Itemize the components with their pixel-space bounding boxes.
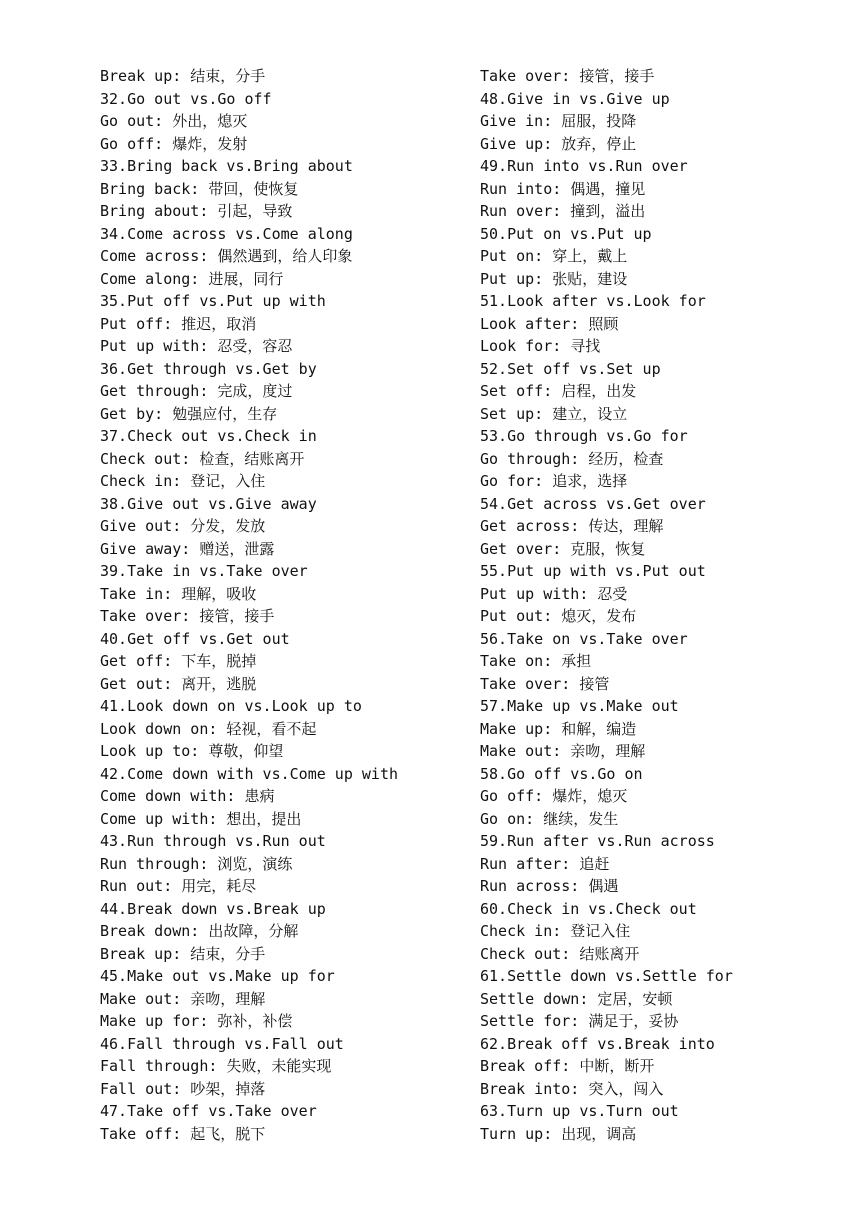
phrase-definition: Run into: 偶遇，撞见 xyxy=(480,179,646,198)
phrase-pair-heading: 37.Check out vs.Check in xyxy=(100,427,317,445)
phrase-definition: Go on: 继续，发生 xyxy=(480,809,619,828)
phrase-pair-heading: 52.Set off vs.Set up xyxy=(480,359,661,378)
phrase-definition: Check in: 登记入住 xyxy=(480,922,631,940)
phrase-definition: Take over: 接管，接手 xyxy=(100,607,275,625)
left-column xyxy=(100,65,460,1145)
phrase-definition: Set up: 建立，设立 xyxy=(480,404,628,423)
phrase-pair-heading: 39.Take in vs.Take over xyxy=(100,562,308,580)
phrase-pair-heading: 50.Put on vs.Put up xyxy=(480,224,652,243)
phrase-definition: Fall through: 失败，未能实现 xyxy=(100,1057,332,1075)
phrase-pair-heading: 47.Take off vs.Take over xyxy=(100,1102,317,1120)
phrase-definition: Give in: 屈服，投降 xyxy=(480,112,637,130)
phrase-definition: Check out: 结账离开 xyxy=(480,944,640,963)
phrase-definition: Look up to: 尊敬，仰望 xyxy=(100,742,284,760)
phrase-pair-heading: 34.Come across vs.Come along xyxy=(100,224,353,243)
phrase-definition: Come down with: 患病 xyxy=(100,787,275,805)
phrase-definition: Go off: 爆炸，熄灭 xyxy=(480,787,628,805)
phrase-pair-heading: 38.Give out vs.Give away xyxy=(100,494,317,513)
phrase-definition: Take over: 接管 xyxy=(480,674,610,693)
phrase-pair-heading: 53.Go through vs.Go for xyxy=(480,427,688,445)
phrase-definition: Go through: 经历，检查 xyxy=(480,449,664,468)
phrase-definition: Break down: 出故障，分解 xyxy=(100,922,299,940)
phrase-pair-heading: 60.Check in vs.Check out xyxy=(480,899,697,918)
phrase-definition: Come across: 偶然遇到，给人印象 xyxy=(100,247,353,265)
phrase-pair-heading: 44.Break down vs.Break up xyxy=(100,899,326,918)
phrase-pair-heading: 58.Go off vs.Go on xyxy=(480,764,643,783)
phrase-definition: Look for: 寻找 xyxy=(480,337,601,355)
right-column xyxy=(480,65,840,1145)
phrase-definition: Take over: 接管，接手 xyxy=(480,67,655,85)
phrase-pair-heading: 33.Bring back vs.Bring about xyxy=(100,157,353,175)
phrase-definition: Run after: 追赶 xyxy=(480,854,610,873)
phrase-definition: Look down on: 轻视，看不起 xyxy=(100,719,317,738)
phrase-pair-heading: 35.Put off vs.Put up with xyxy=(100,292,326,310)
phrase-definition: Take off: 起飞，脱下 xyxy=(100,1124,266,1143)
phrase-pair-heading: 56.Take on vs.Take over xyxy=(480,629,688,648)
phrase-definition: Run through: 浏览，演练 xyxy=(100,854,293,873)
phrase-definition: Break up: 结束，分手 xyxy=(100,944,266,963)
phrase-pair-heading: 49.Run into vs.Run over xyxy=(480,157,688,175)
phrase-definition: Get off: 下车，脱掉 xyxy=(100,652,257,670)
phrase-pair-heading: 54.Get across vs.Get over xyxy=(480,494,706,513)
phrase-pair-heading: 32.Go out vs.Go off xyxy=(100,89,272,108)
phrase-pair-heading: 59.Run after vs.Run across xyxy=(480,832,715,850)
phrase-definition: Go for: 追求，选择 xyxy=(480,472,628,490)
phrase-definition: Put out: 熄灭，发布 xyxy=(480,607,637,625)
phrase-pair-heading: 51.Look after vs.Look for xyxy=(480,292,706,310)
phrase-pair-heading: 42.Come down with vs.Come up with xyxy=(100,764,399,783)
phrase-definition: Put up: 张贴，建设 xyxy=(480,269,628,288)
phrase-definition: Get by: 勉强应付，生存 xyxy=(100,404,278,423)
phrase-definition: Turn up: 出现，调高 xyxy=(480,1124,637,1143)
phrase-definition: Bring about: 引起，导致 xyxy=(100,202,293,220)
phrase-definition: Get across: 传达，理解 xyxy=(480,517,664,535)
phrase-definition: Make up: 和解，编造 xyxy=(480,719,637,738)
phrase-definition: Put up with: 忍受 xyxy=(480,584,628,603)
phrase-definition: Fall out: 吵架，掉落 xyxy=(100,1079,266,1098)
phrase-definition: Make out: 亲吻，理解 xyxy=(480,742,646,760)
phrase-definition: Bring back: 带回，使恢复 xyxy=(100,179,299,198)
phrase-pair-heading: 55.Put up with vs.Put out xyxy=(480,562,706,580)
phrase-pair-heading: 63.Turn up vs.Turn out xyxy=(480,1102,679,1120)
phrase-definition: Check in: 登记，入住 xyxy=(100,472,266,490)
phrase-definition: Settle for: 满足于，妥协 xyxy=(480,1012,679,1030)
phrase-definition: Put up with: 忍受，容忍 xyxy=(100,337,293,355)
phrase-definition: Check out: 检查，结账离开 xyxy=(100,449,305,468)
phrase-definition: Put off: 推迟，取消 xyxy=(100,314,257,333)
phrase-definition: Run over: 撞到，溢出 xyxy=(480,202,646,220)
phrase-definition: Run across: 偶遇 xyxy=(480,877,619,895)
phrase-definition: Settle down: 定居，安顿 xyxy=(480,989,673,1008)
phrase-definition: Give out: 分发，发放 xyxy=(100,517,266,535)
phrase-definition: Come along: 进展，同行 xyxy=(100,269,284,288)
phrase-definition: Give away: 赠送，泄露 xyxy=(100,539,275,558)
phrase-definition: Make out: 亲吻，理解 xyxy=(100,989,266,1008)
phrase-definition: Get through: 完成，度过 xyxy=(100,382,293,400)
phrase-definition: Go off: 爆炸，发射 xyxy=(100,134,248,153)
phrase-definition: Break up: 结束，分手 xyxy=(100,67,266,85)
phrase-definition: Take in: 理解，吸收 xyxy=(100,584,257,603)
phrase-pair-heading: 62.Break off vs.Break into xyxy=(480,1034,715,1053)
phrase-pair-heading: 43.Run through vs.Run out xyxy=(100,832,326,850)
phrase-definition: Break into: 突入，闯入 xyxy=(480,1079,664,1098)
phrase-pair-heading: 40.Get off vs.Get out xyxy=(100,629,290,648)
phrase-pair-heading: 61.Settle down vs.Settle for xyxy=(480,967,733,985)
phrase-definition: Look after: 照顾 xyxy=(480,314,619,333)
phrase-definition: Give up: 放弃，停止 xyxy=(480,134,637,153)
phrase-pair-heading: 45.Make out vs.Make up for xyxy=(100,967,335,985)
phrase-pair-heading: 57.Make up vs.Make out xyxy=(480,697,679,715)
phrase-definition: Break off: 中断，断开 xyxy=(480,1057,655,1075)
phrase-pair-heading: 41.Look down on vs.Look up to xyxy=(100,697,362,715)
phrase-definition: Come up with: 想出，提出 xyxy=(100,809,302,828)
phrase-definition: Run out: 用完，耗尽 xyxy=(100,877,257,895)
phrase-definition: Set off: 启程，出发 xyxy=(480,382,637,400)
phrase-pair-heading: 46.Fall through vs.Fall out xyxy=(100,1034,344,1053)
phrase-definition: Go out: 外出，熄灭 xyxy=(100,112,248,130)
phrase-definition: Make up for: 弥补，补偿 xyxy=(100,1012,293,1030)
phrase-definition: Get over: 克服，恢复 xyxy=(480,539,646,558)
phrase-pair-heading: 36.Get through vs.Get by xyxy=(100,359,317,378)
phrase-definition: Take on: 承担 xyxy=(480,652,592,670)
phrase-pair-heading: 48.Give in vs.Give up xyxy=(480,89,670,108)
phrase-definition: Get out: 离开，逃脱 xyxy=(100,674,257,693)
phrase-definition: Put on: 穿上，戴上 xyxy=(480,247,628,265)
